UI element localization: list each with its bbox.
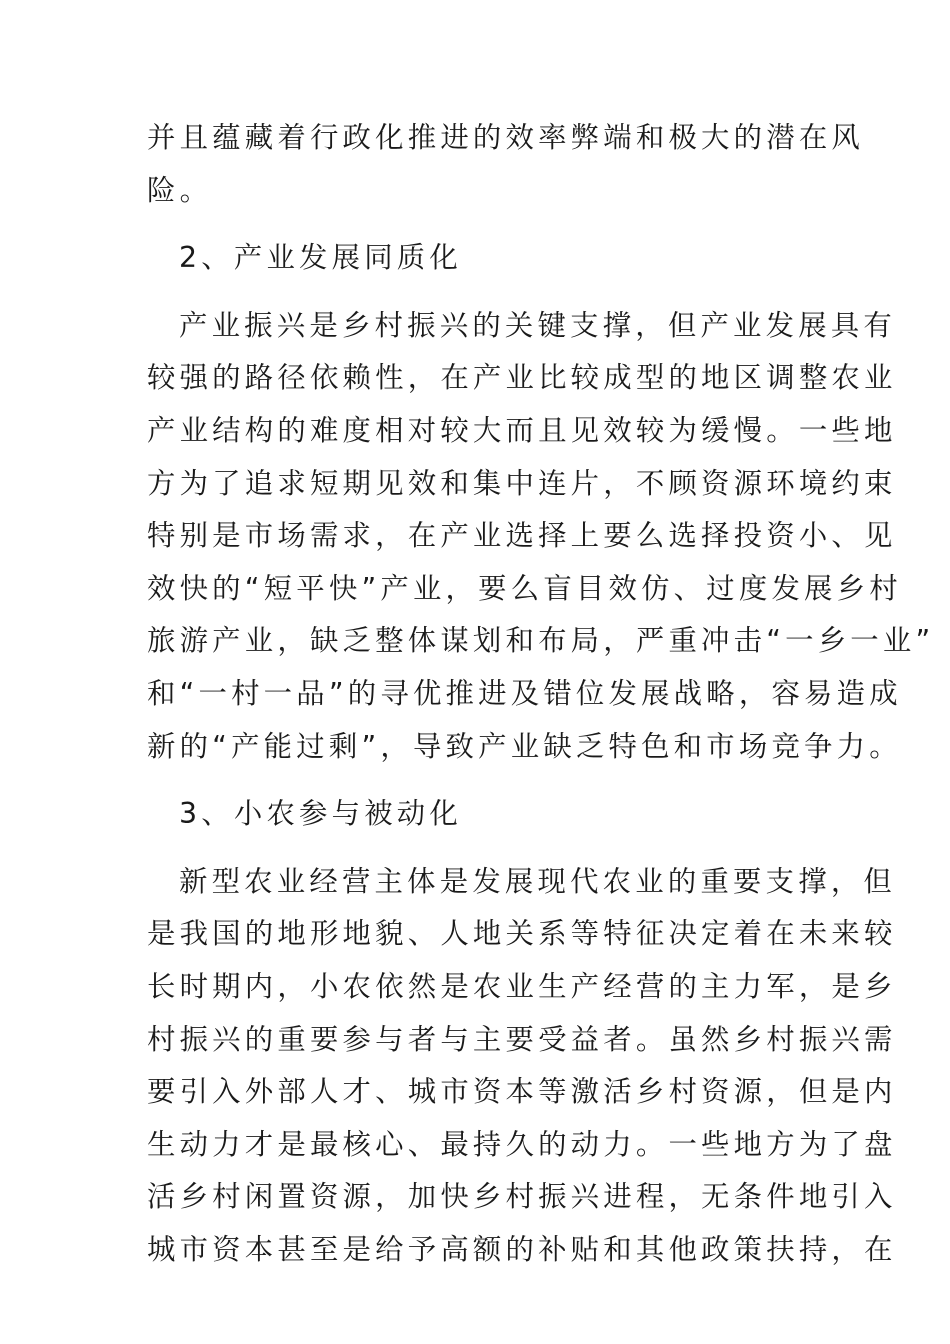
section-3-heading-paragraph bbox=[147, 788, 811, 841]
paragraph-line: 新型农业经营主体是发展现代农业的重要支撑，但 bbox=[179, 864, 896, 898]
section-2-heading: 2、产业发展同质化 bbox=[179, 241, 462, 275]
paragraph-line: 险。 bbox=[147, 173, 213, 207]
paragraph-line: 和“一村一品”的寻优推进及错位发展战略，容易造成 bbox=[147, 676, 902, 710]
paragraph-line: 要引入外部人才、城市资本等激活乡村资源，但是内 bbox=[147, 1075, 897, 1109]
paragraph-line: 并且蕴藏着行政化推进的效率弊端和极大的潜在风 bbox=[147, 121, 864, 154]
paragraph-line: 是我国的地形地貌、人地关系等特征决定着在未来较 bbox=[147, 917, 897, 951]
continuation-paragraph bbox=[147, 112, 864, 217]
paragraph-line: 产业振兴是乡村振兴的关键支撑，但产业发展具有 bbox=[179, 308, 896, 342]
paragraph-line: 产业结构的难度相对较大而且见效较为缓慢。一些地 bbox=[147, 413, 897, 447]
paragraph-line: 特别是市场需求，在产业选择上要么选择投资小、见 bbox=[147, 519, 897, 553]
paragraph-line: 新的“产能过剩”，导致产业缺乏特色和市场竞争力。 bbox=[147, 729, 902, 763]
paragraph-line: 方为了追求短期见效和集中连片，不顾资源环境约束 bbox=[147, 466, 897, 500]
section-2-paragraph bbox=[147, 300, 935, 773]
paragraph-line: 活乡村闲置资源，加快乡村振兴进程，无条件地引入 bbox=[147, 1180, 897, 1214]
paragraph-line: 较强的路径依赖性，在产业比较成型的地区调整农业 bbox=[147, 361, 897, 395]
paragraph-line: 旅游产业，缺乏整体谋划和布局，严重冲击“一乡一业” bbox=[147, 624, 935, 658]
paragraph-line: 效快的“短平快”产业，要么盲目效仿、过度发展乡村 bbox=[147, 571, 902, 605]
section-3-heading: 3、小农参与被动化 bbox=[179, 797, 462, 831]
paragraph-line: 长时期内，小农依然是农业生产经营的主力军，是乡 bbox=[147, 969, 897, 1003]
paragraph-line: 生动力才是最核心、最持久的动力。一些地方为了盘 bbox=[147, 1127, 897, 1161]
section-3-paragraph bbox=[147, 856, 897, 1277]
section-2-heading-paragraph bbox=[147, 232, 811, 285]
paragraph-line: 村振兴的重要参与者与主要受益者。虽然乡村振兴需 bbox=[147, 1022, 897, 1056]
document-body bbox=[147, 112, 935, 1291]
paragraph-line: 城市资本甚至是给予高额的补贴和其他政策扶持，在 bbox=[147, 1232, 897, 1266]
